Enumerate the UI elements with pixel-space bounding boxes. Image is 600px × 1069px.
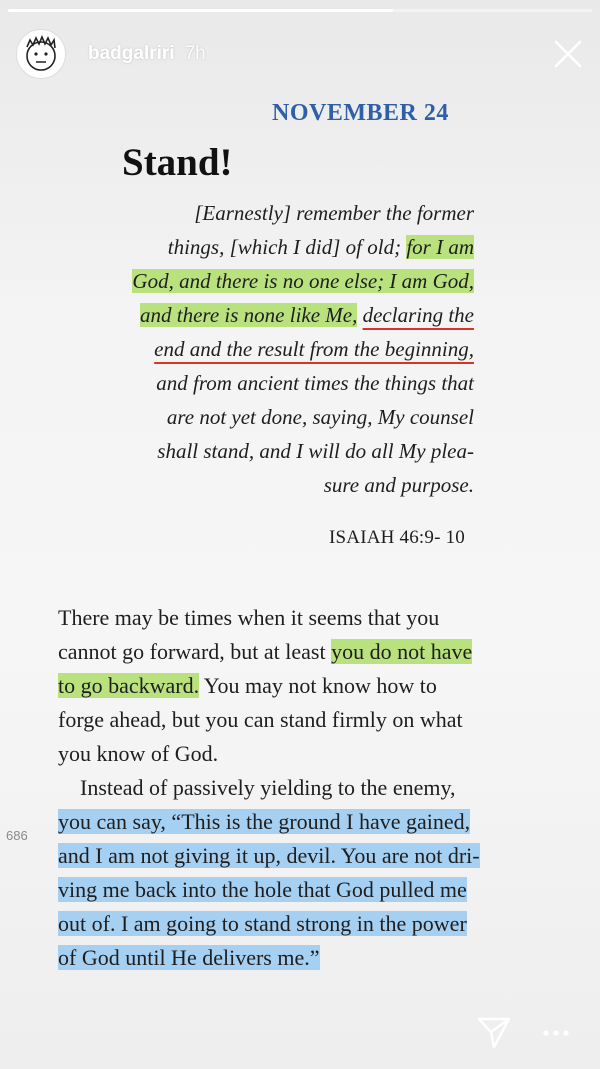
paragraph-text-segment: you do not have [331,639,473,664]
paragraph-line [58,873,538,907]
page-number: 686 [6,828,28,843]
verse-text-segment: for I am [406,235,474,259]
story-timestamp: 7h [184,43,206,64]
verse-line [120,332,474,366]
story-username[interactable]: badgalriri [88,43,175,64]
verse-line [120,196,474,230]
verse-text-segment: are not yet done, saying, My counsel [166,405,474,429]
more-dots-icon [541,1028,571,1038]
avatar-doodle-icon [18,31,64,77]
close-button[interactable] [550,36,586,72]
story-progress-fill [8,9,393,12]
verse-line [120,468,474,502]
paragraph-text-segment: Instead of passively yielding to the enemy, [58,775,456,800]
paragraph-text-segment: forge ahead, but you can stand firmly on what [58,707,463,732]
verse-line [120,434,474,468]
paragraph-text-segment: and I am not giving it up, devil. You are not dri- [58,843,480,868]
verse-line [120,400,474,434]
paragraph-line [58,601,538,635]
verse-line [120,230,474,264]
paragraph-text-segment: You may not know how to [199,673,437,698]
verse-text-segment: and there is none like Me, [140,303,358,327]
verse-line [120,366,474,400]
paragraph-line [58,941,538,975]
paragraph-text-segment: of God until He delivers me.” [58,945,320,970]
more-options-button[interactable] [538,1018,574,1048]
verse-text-segment: God, and there is no one else; I am God, [132,269,474,293]
body-paragraph-2 [58,771,538,975]
body-paragraph-1 [58,601,538,771]
scripture-reference: ISAIAH 46:9- 10 [329,527,465,548]
avatar[interactable] [16,29,66,79]
paragraph-line [58,907,538,941]
verse-text-segment: shall stand, and I will do all My plea- [157,439,474,463]
verse-text-segment: and from ancient times the things that [156,371,474,395]
send-button[interactable] [474,1012,514,1052]
close-icon [553,39,583,69]
paragraph-line [58,805,538,839]
story-progress-bar [8,9,592,12]
paragraph-text-segment: you can say, “This is the ground I have gained, [58,809,471,834]
verse-text-segment: sure and purpose. [323,473,474,497]
scripture-verse [120,196,474,502]
paragraph-text-segment: cannot go forward, but at least [58,639,332,664]
verse-text-segment: declaring the [362,303,474,327]
paragraph-text-segment: you know of God. [58,741,219,766]
paper-plane-icon [476,1014,512,1050]
paragraph-text-segment: out of. I am going to stand strong in the power [58,911,467,936]
paragraph-line [58,771,538,805]
paragraph-line [58,839,538,873]
paragraph-text-segment: There may be times when it seems that you [58,605,440,630]
paragraph-line [58,737,538,771]
verse-text-segment: end and the result from the beginning, [154,337,474,361]
devotional-title: Stand! [122,141,233,184]
paragraph-line [58,703,538,737]
paragraph-line [58,635,538,669]
verse-line [120,264,474,298]
verse-text-segment: things, [which I did] of old; [167,235,407,259]
story-header [16,28,586,80]
verse-text-segment: [Earnestly] remember the former [194,201,474,225]
paragraph-line [58,669,538,703]
date-heading: NOVEMBER 24 [272,100,449,126]
verse-line [120,298,474,332]
paragraph-text-segment: ving me back into the hole that God pulled me [58,877,467,902]
paragraph-text-segment: to go backward. [58,673,200,698]
